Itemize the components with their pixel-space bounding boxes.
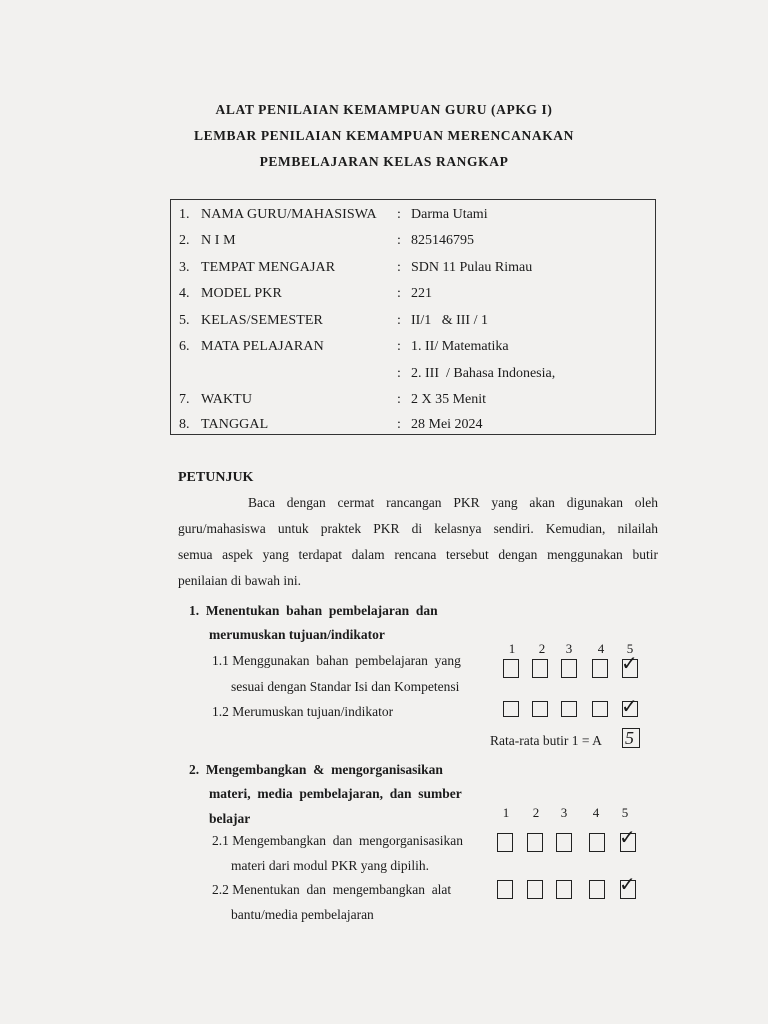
identity-label: NAMA GURU/MAHASISWA xyxy=(201,207,377,222)
section-1-title-line-1: 1. Menentukan bahan pembelajaran dan xyxy=(189,603,438,618)
identity-number: 6. xyxy=(179,339,190,354)
identity-value: II/1 & III / 1 xyxy=(411,313,488,328)
identity-label: TANGGAL xyxy=(201,417,269,432)
scale-label: 2 xyxy=(538,641,546,656)
section-2-title-line-1: 2. Mengembangkan & mengorganisasikan xyxy=(189,762,443,777)
identity-row xyxy=(171,339,657,365)
identity-value: 2 X 35 Menit xyxy=(411,392,487,407)
score-box-2[interactable] xyxy=(527,833,543,852)
scale-label: 1 xyxy=(502,805,510,820)
identity-value: 28 Mei 2024 xyxy=(411,417,483,432)
identity-row xyxy=(171,417,657,443)
identity-label: TEMPAT MENGAJAR xyxy=(201,260,336,275)
average-value: 5 xyxy=(625,728,634,748)
identity-number: 1. xyxy=(179,207,190,222)
identity-number: 3. xyxy=(179,260,190,275)
identity-number: 7. xyxy=(179,392,190,407)
identity-label: WAKTU xyxy=(201,392,253,407)
identity-number: 5. xyxy=(179,313,190,328)
identity-label: N I M xyxy=(201,233,236,248)
petunjuk-heading: PETUNJUK xyxy=(178,470,254,485)
average-label: Rata-rata butir 1 = A xyxy=(490,733,602,748)
item-2-2-line-1: 2.2 Menentukan dan mengembangkan alat xyxy=(212,882,452,897)
item-1-1-line-1: 1.1 Menggunakan bahan pembelajaran yang xyxy=(212,653,461,668)
identity-number: 8. xyxy=(179,417,190,432)
identity-value: SDN 11 Pulau Rimau xyxy=(411,260,533,275)
score-box-5-checked[interactable] xyxy=(621,696,638,718)
score-box-4[interactable] xyxy=(592,659,608,678)
petunjuk-line-4: penilaian di bawah ini. xyxy=(178,573,301,588)
identity-row xyxy=(171,313,657,339)
identity-box xyxy=(170,199,656,435)
identity-value: 221 xyxy=(411,286,432,301)
section-1-title-line-2: merumuskan tujuan/indikator xyxy=(209,627,385,642)
petunjuk-line-1: Baca dengan cermat rancangan PKR yang akan digunakan oleh xyxy=(248,495,658,510)
scale-label: 4 xyxy=(592,805,600,820)
score-box-1[interactable] xyxy=(503,659,519,678)
identity-value: 1. II/ Matematika xyxy=(411,339,509,354)
identity-colon: : xyxy=(397,392,401,407)
score-box-4[interactable] xyxy=(589,833,605,852)
scale-label: 5 xyxy=(626,641,634,656)
score-box-3[interactable] xyxy=(561,701,577,717)
score-box-1[interactable] xyxy=(497,880,513,899)
scale-label: 5 xyxy=(621,805,629,820)
scale-label: 1 xyxy=(508,641,516,656)
section-2-title-line-2: materi, media pembelajaran, dan sumber xyxy=(209,786,462,801)
identity-colon: : xyxy=(397,207,401,222)
score-box-5-checked[interactable] xyxy=(619,874,636,899)
score-box-5-checked[interactable] xyxy=(619,827,636,852)
section-2-title-line-3: belajar xyxy=(209,811,251,826)
identity-row xyxy=(171,366,657,392)
item-2-1-line-1: 2.1 Mengembangkan dan mengorganisasikan xyxy=(212,833,463,848)
petunjuk-line-3: semua aspek yang terdapat dalam rencana tersebut dengan menggunakan butir xyxy=(178,547,658,562)
score-box-2[interactable] xyxy=(532,701,548,717)
identity-colon: : xyxy=(397,339,401,354)
doc-title-line-3: PEMBELAJARAN KELAS RANGKAP xyxy=(259,154,509,169)
check-mark-icon: ✓ xyxy=(621,696,638,718)
scale-label: 4 xyxy=(597,641,605,656)
scale-label: 3 xyxy=(560,805,568,820)
identity-value: 2. III / Bahasa Indonesia, xyxy=(411,366,556,381)
item-2-2-line-2: bantu/media pembelajaran xyxy=(231,907,374,922)
identity-row xyxy=(171,233,657,259)
score-box-5-checked[interactable] xyxy=(621,653,638,678)
doc-title-line-2: LEMBAR PENILAIAN KEMAMPUAN MERENCANAKAN xyxy=(193,128,575,143)
score-box-3[interactable] xyxy=(556,880,572,899)
identity-row xyxy=(171,392,657,418)
identity-label: MODEL PKR xyxy=(201,286,282,301)
identity-colon: : xyxy=(397,313,401,328)
identity-colon: : xyxy=(397,286,401,301)
scale-label: 2 xyxy=(532,805,540,820)
identity-label: MATA PELAJARAN xyxy=(201,339,324,354)
scale-label: 3 xyxy=(565,641,573,656)
score-box-3[interactable] xyxy=(556,833,572,852)
item-1-1-line-2: sesuai dengan Standar Isi dan Kompetensi xyxy=(231,679,460,694)
identity-number: 2. xyxy=(179,233,190,248)
check-mark-icon: ✓ xyxy=(621,653,638,675)
score-box-3[interactable] xyxy=(561,659,577,678)
average-box[interactable] xyxy=(622,728,640,748)
score-box-2[interactable] xyxy=(532,659,548,678)
score-box-4[interactable] xyxy=(589,880,605,899)
item-2-1-line-2: materi dari modul PKR yang dipilih. xyxy=(231,858,429,873)
identity-colon: : xyxy=(397,233,401,248)
identity-value: 825146795 xyxy=(411,233,474,248)
score-box-4[interactable] xyxy=(592,701,608,717)
score-box-2[interactable] xyxy=(527,880,543,899)
check-mark-icon: ✓ xyxy=(619,874,636,896)
score-box-1[interactable] xyxy=(497,833,513,852)
petunjuk-line-2: guru/mahasiswa untuk praktek PKR di kelasnya sendiri. Kemudian, nilailah xyxy=(178,521,658,536)
identity-row xyxy=(171,207,657,233)
identity-row xyxy=(171,260,657,286)
doc-title-line-1: ALAT PENILAIAN KEMAMPUAN GURU (APKG I) xyxy=(215,102,553,117)
identity-label: KELAS/SEMESTER xyxy=(201,313,323,328)
identity-value: Darma Utami xyxy=(411,207,488,222)
score-box-1[interactable] xyxy=(503,701,519,717)
identity-row xyxy=(171,286,657,312)
item-1-2-line-1: 1.2 Merumuskan tujuan/indikator xyxy=(212,704,394,719)
identity-colon: : xyxy=(397,366,401,381)
identity-colon: : xyxy=(397,260,401,275)
check-mark-icon: ✓ xyxy=(619,827,636,849)
identity-number: 4. xyxy=(179,286,190,301)
identity-colon: : xyxy=(397,417,401,432)
